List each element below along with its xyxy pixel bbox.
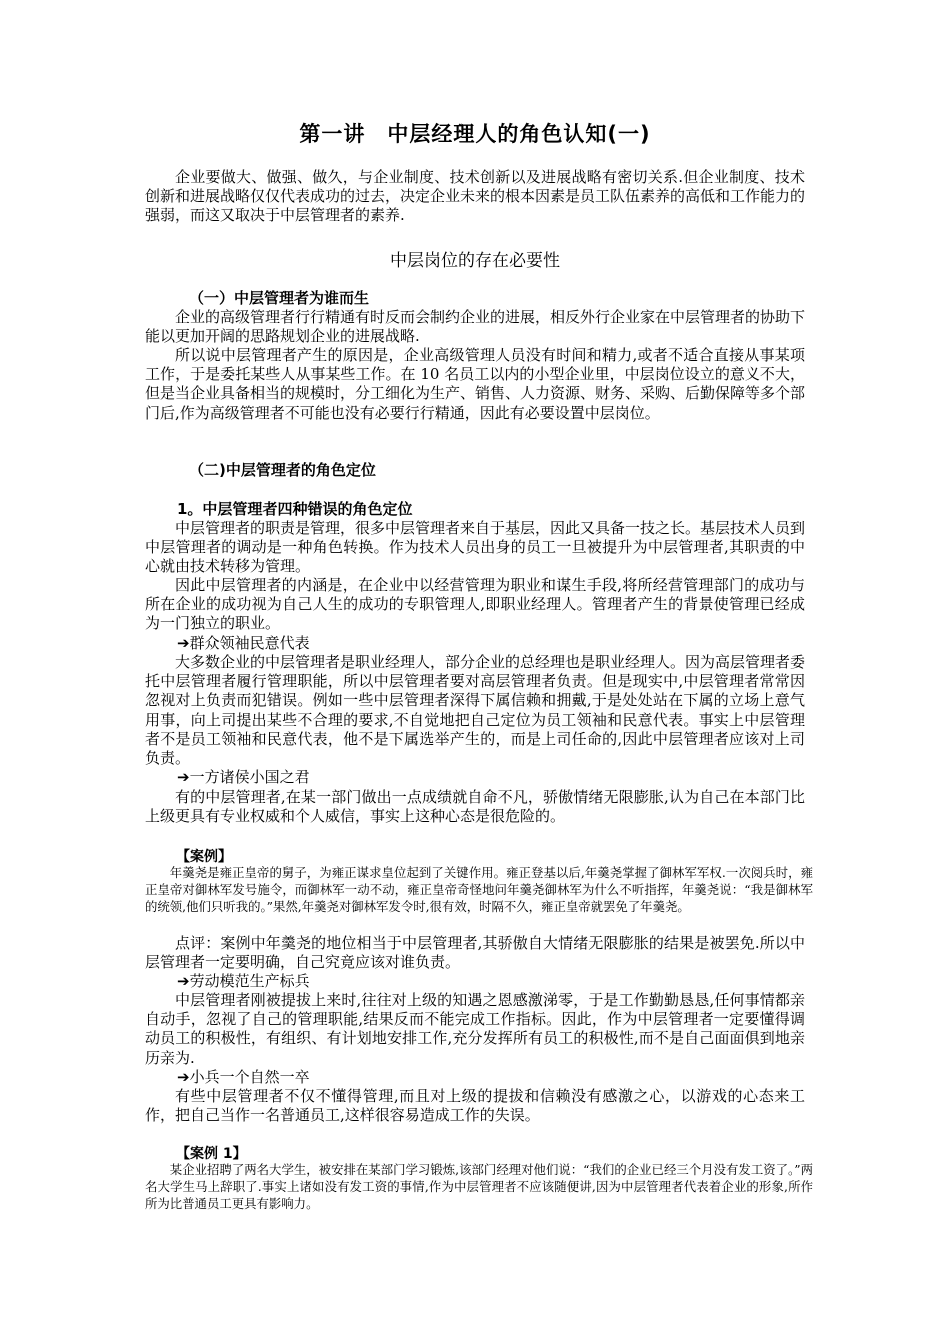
role3-paragraph: 中层管理者刚被提拔上来时,往往对上级的知遇之恩感激涕零，于是工作勤勤恳恳,任何事情都亲自动手，忽视了自己的管理职能,结果反而不能完成工作指标。因此，作为中层管理者一定要懂得调动员工的积极性，有组织、有计划地安排工作,充分发挥所有员工的积极性,而不是自己面面俱到地亲历亲为. [145,991,805,1067]
case-text: 年羹尧是雍正皇帝的舅子，为雍正谋求皇位起到了关键作用。雍正登基以后,年羹尧掌握了御林军军权.一次阅兵时，雍正皇帝对御林军发号施令，而御林军一动不动，雍正皇帝奇怪地问年羹尧御林军为什么不听指挥，年羹尧说：“我是御林军的统领,他们只听我的。”果然,年羹尧对御林军发令时,很有效，时隔不久，雍正皇帝就罢免了年羹尧。 [145,865,813,914]
arrow-right-icon: ➔ [177,634,190,652]
case1-text: 某企业招聘了两名大学生，被安排在某部门学习锻炼,该部门经理对他们说：“我们的企业已经三个月没有发工资了。”两名大学生马上辞职了.事实上诸如没有发工资的事情,作为中层管理者不应该随便讲,因为中层管理者代表着企业的形象,所作所为比普通员工更具有影响力。 [145,1162,813,1211]
part1-paragraph-1: 企业的高级管理者行行精通有时反而会制约企业的进展，相反外行企业家在中层管理者的协助下能以更加开阔的思路规划企业的进展战略. [145,308,806,346]
role2-label: 一方诸侯小国之君 [189,768,310,786]
part2-sub-heading: 1。中层管理者四种错误的角色定位 [177,500,413,518]
intro-paragraph: 企业要做大、做强、做久，与企业制度、技术创新以及进展战略有密切关系.但企业制度、技术创新和进展战略仅仅代表成功的过去，决定企业未来的根本因素是员工队伍素养的高低和工作能力的强弱，而这又取决于中层管理者的素养. [145,168,806,225]
role3-heading [177,972,310,991]
role2-paragraph: 有的中层管理者,在某一部门做出一点成绩就自命不凡，骄傲情绪无限膨胀,认为自己在本部门比上级更具有专业权威和个人威信，事实上这种心态是很危险的。 [145,788,805,826]
role4-label: 小兵一个自然一卒 [189,1068,310,1086]
role1-label: 群众领袖民意代表 [189,634,310,652]
case-label: 【案例】 [176,849,232,865]
part1-paragraph-2: 所以说中层管理者产生的原因是，企业高级管理人员没有时间和精力,或者不适合直接从事某项工作，于是委托某些人从事某些工作。在 10 名员工以内的小型企业里，中层岗位设立的意义不大，但是当企业具备相当的规模时，分工细化为生产、销售、人力资源、财务、采购、后勤保障等多个部门后,作为高级管理者不可能也没有必要行行精通，因此有必要设置中层岗位。 [145,346,806,422]
part2-paragraph-1: 中层管理者的职责是管理，很多中层管理者来自于基层，因此又具备一技之长。基层技术人员到中层管理者的调动是一种角色转换。作为技术人员出身的员工一旦被提升为中层管理者,其职责的中心就由技术转移为管理。 [145,519,806,576]
part1-heading: （一）中层管理者为谁而生 [189,289,370,307]
case1-label: 【案例 1】 [176,1146,247,1162]
role2-heading [177,768,310,787]
page-title: 第一讲 中层经理人的角色认知(一) [299,122,651,146]
role1-paragraph: 大多数企业的中层管理者是职业经理人，部分企业的总经理也是职业经理人。因为高层管理者委托中层管理者履行管理职能，所以中层管理者要对高层管理者负责。但是现实中,中层管理者常常因忽视对上负责而犯错误。例如一些中层管理者深得下属信赖和拥戴,于是处处站在下属的立场上意气用事，向上司提出某些不合理的要求,不自觉地把自己定位为员工领袖和民意代表。事实上中层管理者不是员工领袖和民意代表，他不是下属选举产生的，而是上司任命的,因此中层管理者应该对上司负责。 [145,653,806,768]
arrow-right-icon: ➔ [177,1068,190,1086]
role4-heading [177,1068,310,1087]
role1-heading [177,634,310,653]
part2-paragraph-2: 因此中层管理者的内涵是，在企业中以经营管理为职业和谋生手段,将所经营管理部门的成功与所在企业的成功视为自己人生的成功的专职管理人,即职业经理人。管理者产生的背景使管理已经成为一门独立的职业。 [145,576,805,633]
role4-paragraph: 有些中层管理者不仅不懂得管理,而且对上级的提拔和信赖没有感激之心，以游戏的心态来工作，把自己当作一名普通员工,这样很容易造成工作的失误。 [145,1087,805,1125]
part2-heading: （二)中层管理者的角色定位 [189,461,376,479]
section-title: 中层岗位的存在必要性 [390,251,560,271]
arrow-right-icon: ➔ [177,768,190,786]
comment-paragraph: 点评：案例中年羹尧的地位相当于中层管理者,其骄傲自大情绪无限膨胀的结果是被罢免.所以中层管理者一定要明确，自己究竟应该对谁负责。 [145,934,805,972]
role3-label: 劳动模范生产标兵 [189,972,310,990]
arrow-right-icon: ➔ [177,972,190,990]
